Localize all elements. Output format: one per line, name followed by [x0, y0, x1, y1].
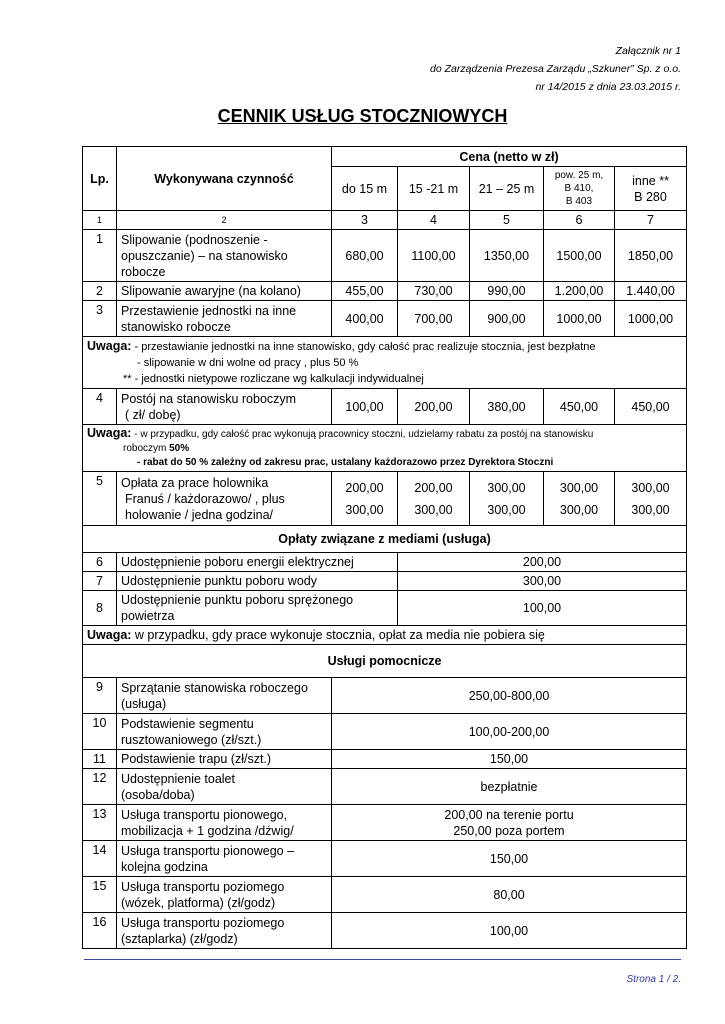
row-name: Podstawienie trapu (zł/szt.): [117, 750, 332, 769]
table-row: [83, 805, 687, 841]
row-price: 900,00: [470, 301, 544, 337]
row-name: Udostępnienie poboru energii elektrycznej: [117, 553, 398, 572]
row-price: 300,00: [631, 502, 670, 517]
colnum-3: 3: [332, 211, 398, 230]
header-lp: Lp.: [83, 147, 117, 211]
row-lp: 16: [83, 913, 117, 949]
row-name-line-2: ( zł/ dobę): [125, 407, 181, 422]
row-price: 100,00-200,00: [332, 714, 687, 750]
row-name-line-1: Usługa transportu poziomego: [121, 879, 285, 894]
row-price: 300,00: [414, 502, 453, 517]
row-name: Udostępnienie punktu poboru wody: [117, 572, 398, 591]
table-row: [83, 301, 687, 337]
row-lp: 7: [83, 572, 117, 591]
colnum-6: 6: [544, 211, 615, 230]
section-media-heading: Opłaty związane z mediami (usługa): [83, 526, 687, 553]
row-lp: 2: [83, 282, 117, 301]
row-price: 1.200,00: [544, 282, 615, 301]
table-row: [83, 750, 687, 769]
table-row: [83, 230, 687, 282]
row-price-pair: [398, 472, 470, 526]
row-price-pair: [470, 472, 544, 526]
row-price-pair: [332, 472, 398, 526]
row-lp: 13: [83, 805, 117, 841]
row-name: [117, 678, 332, 714]
colnum-7: 7: [615, 211, 687, 230]
note-mooring: [83, 425, 687, 472]
row-price: 450,00: [544, 389, 615, 425]
table-row: [83, 877, 687, 913]
row-name: [117, 877, 332, 913]
header-col-4-line-1: pow. 25 m,: [554, 170, 604, 181]
table-row: [83, 282, 687, 301]
header-line-1: Załącznik nr 1: [615, 45, 681, 57]
row-price: 300,00: [398, 572, 687, 591]
note-line-2a: roboczym: [123, 443, 170, 454]
row-price: 300,00: [559, 502, 599, 517]
row-name-line-2: kolejna godzina: [121, 859, 208, 874]
header-col-1: do 15 m: [332, 167, 398, 211]
row-name: [117, 472, 332, 526]
row-price: 100,00: [332, 389, 398, 425]
header-col-5-line-1: inne **: [632, 173, 669, 188]
header-col-3: 21 – 25 m: [470, 167, 544, 211]
row-price: 700,00: [398, 301, 470, 337]
row-lp: 1: [83, 230, 117, 282]
table-row: [83, 572, 687, 591]
row-price-pair: [544, 472, 615, 526]
table-row: [83, 553, 687, 572]
row-lp: 14: [83, 841, 117, 877]
row-name-line-1: Sprzątanie stanowiska roboczego: [121, 680, 308, 695]
row-lp: 5: [83, 472, 117, 526]
header-col-5: [615, 167, 687, 211]
row-name-line-2: (sztaplarka) (zł/godz): [121, 931, 238, 946]
row-name-line-1: Opłata za prace holownika: [121, 475, 269, 490]
row-price: 80,00: [332, 877, 687, 913]
row-name-line-1: Usługa transportu poziomego: [121, 915, 285, 930]
row-price: 200,00: [414, 480, 453, 495]
row-name-line-1: Udostępnienie toalet: [121, 771, 235, 786]
header-line-2: do Zarządzenia Prezesa Zarządu „Szkuner” Sp. z o.o.: [430, 63, 681, 75]
header-price: Cena (netto w zł): [332, 147, 687, 167]
note-text: w przypadku, gdy prace wykonuje stocznia, opłat za media nie pobiera się: [131, 628, 545, 642]
row-price: 200,00: [398, 389, 470, 425]
note-line-3: - rabat do 50 % zależny od zakresu prac, ustalany każdorazowo przez Dyrektora Stoczni: [137, 457, 554, 468]
table-row: [83, 472, 687, 526]
row-price: 100,00: [398, 591, 687, 626]
table-row: [83, 714, 687, 750]
row-price-pair: [615, 472, 687, 526]
row-price: 455,00: [332, 282, 398, 301]
header-col-5-line-2: B 280: [634, 189, 667, 204]
row-price: 1350,00: [470, 230, 544, 282]
page-title: CENNIK USŁUG STOCZNIOWYCH: [217, 106, 508, 126]
row-price: 1850,00: [615, 230, 687, 282]
header-col-4: [544, 167, 615, 211]
header-col-4-line-2: B 410,: [564, 183, 594, 194]
note-line-1: - przestawianie jednostki na inne stanowisko, gdy całość prac realizuje stocznia, jest bezpłatne: [131, 341, 596, 353]
table-row: [83, 591, 687, 626]
row-lp: 10: [83, 714, 117, 750]
header-activity: Wykonywana czynność: [117, 147, 332, 211]
row-price: bezpłatnie: [332, 769, 687, 805]
row-name: [117, 841, 332, 877]
row-price: 990,00: [470, 282, 544, 301]
row-price: 1000,00: [544, 301, 615, 337]
row-lp: 6: [83, 553, 117, 572]
row-price: 1500,00: [544, 230, 615, 282]
row-name: [117, 769, 332, 805]
row-name-line-2: (osoba/doba): [121, 787, 195, 802]
row-name: [117, 913, 332, 949]
header-block: [430, 42, 681, 96]
row-lp: 8: [83, 591, 117, 626]
row-price: 1000,00: [615, 301, 687, 337]
note-media: [83, 626, 687, 645]
header-line-3: nr 14/2015 z dnia 23.03.2015 r.: [535, 81, 681, 93]
table-row: [83, 389, 687, 425]
row-price: 730,00: [398, 282, 470, 301]
row-name: Udostępnienie punktu poboru sprężonego powietrza: [117, 591, 398, 626]
note-line-2b: 50%: [169, 443, 190, 454]
row-name: Slipowanie awaryjne (na kolano): [117, 282, 332, 301]
header-col-2: 15 -21 m: [398, 167, 470, 211]
row-name-line-2: rusztowaniowego (zł/szt.): [121, 732, 262, 747]
row-name: [117, 805, 332, 841]
row-price-line-2: 250,00 poza portem: [453, 823, 565, 838]
colnum-4: 4: [398, 211, 470, 230]
row-name-line-1: Podstawienie segmentu: [121, 716, 254, 731]
row-lp: 11: [83, 750, 117, 769]
colnum-2: 2: [117, 211, 332, 230]
footer-divider: [84, 959, 681, 960]
row-name-line-1: Usługa transportu pionowego,: [121, 807, 288, 822]
row-price: 150,00: [332, 750, 687, 769]
table-row: [83, 678, 687, 714]
colnum-5: 5: [470, 211, 544, 230]
row-price: 150,00: [332, 841, 687, 877]
row-price: 380,00: [470, 389, 544, 425]
note-slipping: [83, 337, 687, 389]
table-row: [83, 769, 687, 805]
row-name-line-3: holowanie / jedna godzina/: [125, 507, 274, 522]
row-name: Przestawienie jednostki na inne stanowisko robocze: [117, 301, 332, 337]
table-row: [83, 913, 687, 949]
colnum-1: 1: [83, 211, 117, 230]
row-lp: 12: [83, 769, 117, 805]
row-price: [332, 805, 687, 841]
row-name-line-2: (wózek, platforma) (zł/godz): [121, 895, 276, 910]
table-row: [83, 841, 687, 877]
row-price: 300,00: [559, 480, 599, 495]
row-price: 680,00: [332, 230, 398, 282]
row-lp: 3: [83, 301, 117, 337]
note-line-1: - w przypadku, gdy całość prac wykonują pracownicy stoczni, udzielamy rabatu za postój na stanowisku: [131, 429, 594, 440]
row-lp: 9: [83, 678, 117, 714]
row-name-line-1: Postój na stanowisku roboczym: [121, 391, 297, 406]
header-col-4-line-3: B 403: [565, 196, 593, 207]
row-price: 100,00: [332, 913, 687, 949]
row-price: 300,00: [487, 502, 526, 517]
row-name: Slipowanie (podnoszenie - opuszczanie) – na stanowisko robocze: [117, 230, 332, 282]
row-lp: 4: [83, 389, 117, 425]
note-label: Uwaga:: [87, 628, 132, 642]
page-number: Strona 1 / 2.: [626, 974, 681, 985]
row-price: 250,00-800,00: [332, 678, 687, 714]
note-label: Uwaga:: [87, 339, 132, 353]
row-lp: 15: [83, 877, 117, 913]
row-price-line-1: 200,00 na terenie portu: [444, 807, 574, 822]
row-price: 450,00: [615, 389, 687, 425]
note-label: Uwaga:: [87, 426, 132, 440]
row-name-line-2: (usługa): [121, 696, 167, 711]
row-name: [117, 714, 332, 750]
row-price: 1.440,00: [615, 282, 687, 301]
row-price: 300,00: [631, 480, 670, 495]
row-price: 200,00: [345, 480, 384, 495]
row-price: 300,00: [345, 502, 384, 517]
price-table: [82, 146, 687, 949]
row-price: 1100,00: [398, 230, 470, 282]
row-price: 200,00: [398, 553, 687, 572]
row-name: [117, 389, 332, 425]
row-price: 300,00: [487, 480, 526, 495]
note-line-2: - slipowanie w dni wolne od pracy , plus 50 %: [137, 357, 359, 369]
section-aux-heading: Usługi pomocnicze: [83, 645, 687, 678]
row-name-line-2: Franuś / każdorazowo/ , plus: [125, 491, 285, 506]
row-price: 400,00: [332, 301, 398, 337]
row-name-line-1: Usługa transportu pionowego –: [121, 843, 295, 858]
note-line-3: ** - jednostki nietypowe rozliczane wg kalkulacji indywidualnej: [123, 373, 424, 385]
row-name-line-2: mobilizacja + 1 godzina /dźwig/: [121, 823, 294, 838]
